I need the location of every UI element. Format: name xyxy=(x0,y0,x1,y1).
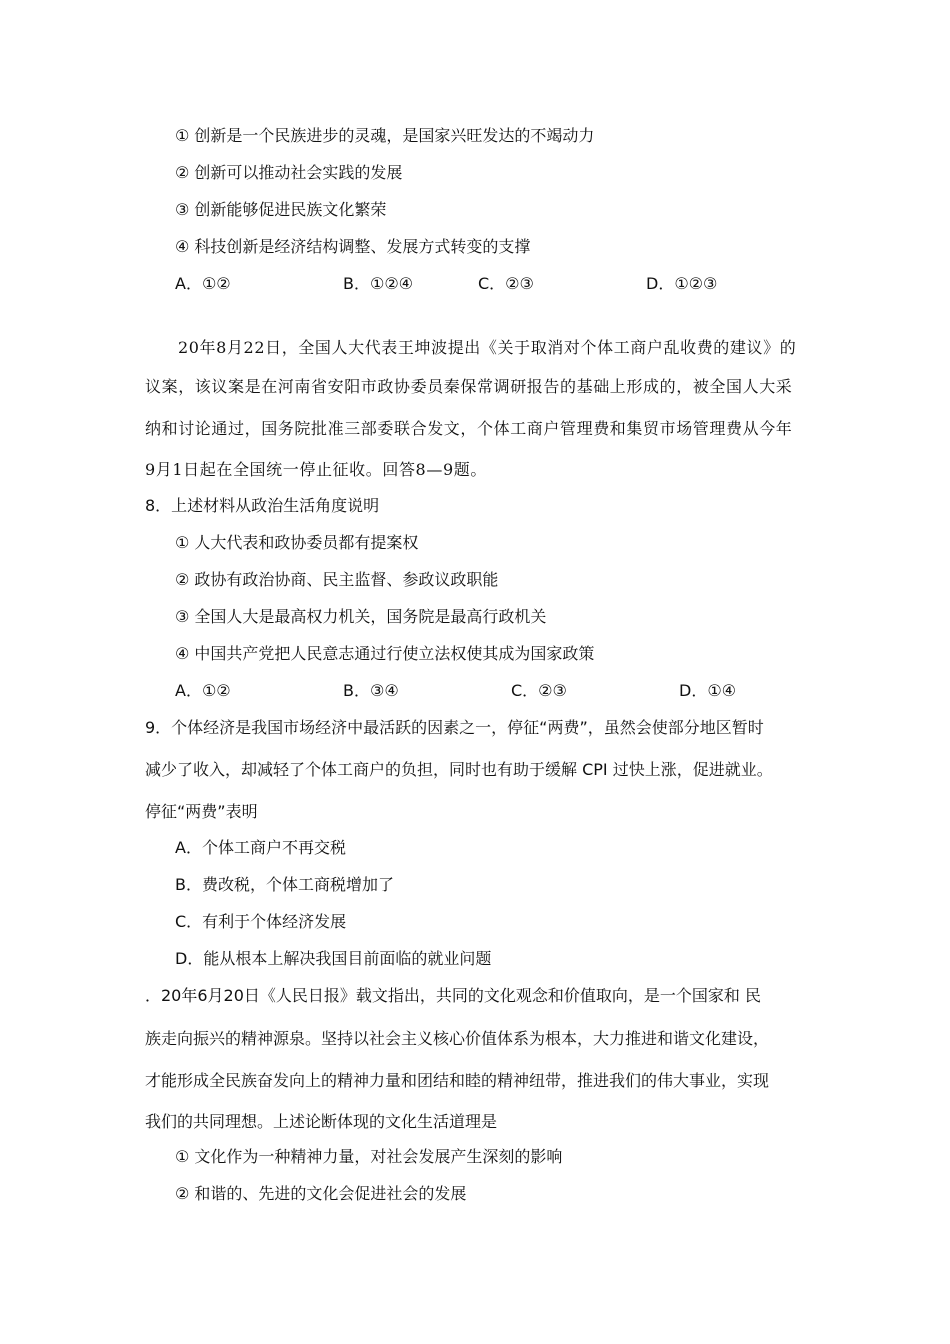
q7-item-3: ③ 创新能够促进民族文化繁荣 xyxy=(175,200,387,219)
q9-stem-line-3: 停征“两费”表明 xyxy=(145,802,258,821)
material-line-1: 20年8月22日，全国人大代表王坤波提出《关于取消对个体工商户乱收费的建议》的 xyxy=(178,338,797,357)
q8-option-a: A．①② xyxy=(175,681,231,700)
material-line-2: 议案，该议案是在河南省安阳市政协委员秦保常调研报告的基础上形成的，被全国人大采 xyxy=(145,377,793,396)
material-line-3: 纳和讨论通过，国务院批准三部委联合发文，个体工商户管理费和集贸市场管理费从今年 xyxy=(145,419,793,438)
q7-item-4: ④ 科技创新是经济结构调整、发展方式转变的支撑 xyxy=(175,237,531,256)
q10-item-2: ② 和谐的、先进的文化会促进社会的发展 xyxy=(175,1184,467,1203)
q7-option-a: A．①② xyxy=(175,274,231,293)
q10-stem-line-4: 我们的共同理想。上述论断体现的文化生活道理是 xyxy=(145,1112,498,1131)
q10-stem-line-2: 族走向振兴的精神源泉。坚持以社会主义核心价值体系为根本，大力推进和谐文化建设， xyxy=(145,1029,770,1048)
q7-option-c: C．②③ xyxy=(478,274,534,293)
q9-option-a: A．个体工商户不再交税 xyxy=(175,838,346,857)
q8-item-2: ② 政协有政治协商、民主监督、参政议政职能 xyxy=(175,570,499,589)
q7-item-1: ① 创新是一个民族进步的灵魂，是国家兴旺发达的不竭动力 xyxy=(175,126,595,145)
q10-stem-line-1: ．20年6月20日《人民日报》载文指出，共同的文化观念和价值取向，是一个国家和 民 xyxy=(145,986,761,1005)
q10-stem-line-3: 才能形成全民族奋发向上的精神力量和团结和睦的精神纽带，推进我们的伟大事业，实现 xyxy=(145,1071,770,1090)
q8-item-3: ③ 全国人大是最高权力机关，国务院是最高行政机关 xyxy=(175,607,547,626)
q9-option-d: D．能从根本上解决我国目前面临的就业问题 xyxy=(175,949,492,968)
q7-option-d: D．①②③ xyxy=(646,274,718,293)
q8-stem: 8．上述材料从政治生活角度说明 xyxy=(145,496,380,515)
q9-stem-line-1: 9．个体经济是我国市场经济中最活跃的因素之一，停征“两费”，虽然会使部分地区暂时 xyxy=(145,718,764,737)
q7-item-2: ② 创新可以推动社会实践的发展 xyxy=(175,163,403,182)
material-line-4: 9月1日起在全国统一停止征收。回答8—9题。 xyxy=(145,460,487,479)
q9-option-c: C．有利于个体经济发展 xyxy=(175,912,347,931)
q8-option-c: C．②③ xyxy=(511,681,567,700)
q7-option-b: B．①②④ xyxy=(343,274,414,293)
q8-item-4: ④ 中国共产党把人民意志通过行使立法权使其成为国家政策 xyxy=(175,644,595,663)
q8-option-b: B．③④ xyxy=(343,681,399,700)
q10-item-1: ① 文化作为一种精神力量，对社会发展产生深刻的影响 xyxy=(175,1147,563,1166)
q8-item-1: ① 人大代表和政协委员都有提案权 xyxy=(175,533,419,552)
q9-option-b: B．费改税，个体工商税增加了 xyxy=(175,875,394,894)
q9-stem-line-2: 减少了收入，却减轻了个体工商户的负担，同时也有助于缓解 CPI 过快上涨，促进就业。 xyxy=(145,760,773,779)
q8-option-d: D．①④ xyxy=(679,681,737,700)
